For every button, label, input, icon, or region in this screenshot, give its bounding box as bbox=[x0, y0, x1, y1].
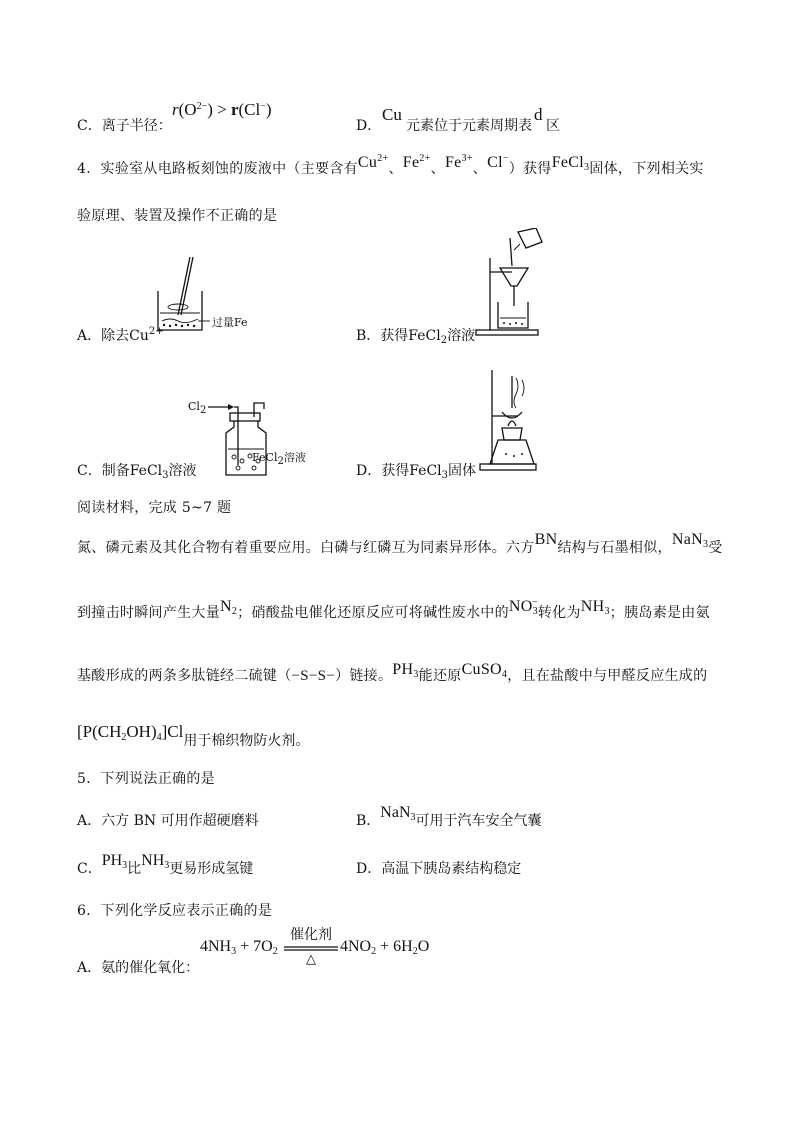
figure-c-bottle bbox=[200, 395, 280, 480]
formula-no3: $NO_3^-$ bbox=[508, 597, 538, 617]
option-d-text1: 元素位于元素周期表 bbox=[406, 118, 532, 134]
reading-line2 bbox=[77, 597, 710, 623]
option-tail: 溶液 bbox=[168, 463, 197, 479]
equation-condition-bottom: △ bbox=[306, 952, 316, 967]
reading-text: ；胰岛素是由氨 bbox=[609, 605, 710, 621]
option-text: 高温下胰岛素结构稳定 bbox=[381, 861, 522, 877]
option-text: 制备FeCl bbox=[101, 463, 163, 479]
reading-text: 氮、磷元素及其化合物有着重要应用。白磷与红磷互为同素异形体。六方 bbox=[77, 540, 535, 556]
option-sub: 3 bbox=[162, 470, 169, 481]
option-letter: D． bbox=[356, 463, 382, 479]
option-text: 获得FeCl bbox=[381, 463, 442, 479]
option-tail: 溶液 bbox=[447, 328, 476, 344]
option-text: 氨的催化氧化： bbox=[101, 960, 200, 976]
reading-text: ；硝酸盐电催化还原反应可将碱性废水中的 bbox=[237, 605, 509, 621]
formula-ss: −S−S− bbox=[291, 668, 336, 684]
option-letter: A． bbox=[77, 960, 102, 976]
option-text: 六方 BN 可用作超硬磨料 bbox=[101, 813, 259, 829]
separator: 、 bbox=[388, 161, 403, 177]
formula-nan3: NaN$_3$ bbox=[671, 531, 709, 550]
q4-stem-line1 bbox=[77, 153, 704, 179]
option-d-q3 bbox=[356, 115, 381, 135]
formula-p-ch2oh4-cl: $[P(CH_2OH)_4]Cl$ bbox=[77, 722, 184, 743]
formula-cu: Cu bbox=[382, 105, 402, 124]
option-text: 获得FeCl bbox=[380, 328, 441, 344]
q4-option-b bbox=[356, 325, 475, 346]
formula-fecl3: FeCl$_3$ bbox=[551, 154, 590, 173]
option-text: 比 bbox=[127, 861, 142, 877]
ion-cl: Cl− bbox=[487, 153, 509, 171]
equation-left: $4NH_3 + 7O_2$ bbox=[200, 938, 278, 957]
option-letter: D． bbox=[356, 118, 382, 134]
formula-cuso4: CuSO$_4$ bbox=[461, 661, 508, 680]
separator: 、 bbox=[430, 161, 445, 177]
option-tail: 固体 bbox=[448, 463, 477, 479]
formula-nh3: $NH_3$ bbox=[141, 852, 170, 871]
q6-number: 6． bbox=[77, 903, 101, 919]
reading-text: 能还原 bbox=[418, 668, 462, 684]
option-letter: C． bbox=[77, 463, 102, 479]
reading-text: 结构与石墨相似， bbox=[557, 540, 672, 556]
option-sub: 3 bbox=[441, 470, 449, 481]
figure-c-label-right bbox=[252, 449, 306, 467]
label-cl-sub: 2 bbox=[199, 405, 207, 416]
q5-option-c bbox=[77, 852, 254, 879]
reading-title: 阅读材料，完成 5~7 题 bbox=[77, 500, 232, 516]
option-sup: 2+ bbox=[148, 326, 164, 337]
option-text: 更易形成氢键 bbox=[169, 861, 254, 877]
formula-n2: $N_2$ bbox=[220, 598, 238, 617]
q5-number: 5． bbox=[77, 771, 101, 787]
reading-text: 用于棉织物防火剂。 bbox=[183, 733, 310, 749]
reading-text: 转化为 bbox=[537, 605, 581, 621]
q4-option-a bbox=[77, 325, 164, 345]
q4-number: 4． bbox=[77, 161, 101, 177]
q4-stem-line2: 验原理、装置及操作不正确的是 bbox=[77, 208, 278, 224]
option-letter: A． bbox=[77, 813, 102, 829]
q4-stem3: 固体，下列相关实 bbox=[589, 161, 704, 177]
q5-option-a bbox=[77, 810, 259, 830]
q4-option-c bbox=[77, 460, 197, 481]
formula-ionic-radius: $r(O^{2-}) > r(Cl^-)$ bbox=[172, 100, 272, 119]
reading-text: 基酸形成的两条多肽链经二硫键（ bbox=[77, 668, 292, 684]
formula-d-block: d bbox=[534, 105, 543, 124]
formula-bn: BN bbox=[534, 531, 558, 548]
formula-ph3: $PH_3$ bbox=[101, 852, 128, 871]
q4-stem2: ）获得 bbox=[508, 161, 552, 177]
q6-stem-text: 下列化学反应表示正确的是 bbox=[100, 903, 273, 919]
reading-text: ）链接。 bbox=[335, 668, 393, 684]
reading-line4 bbox=[77, 722, 310, 749]
q5-option-d bbox=[356, 858, 521, 878]
reading-line3 bbox=[77, 661, 708, 686]
option-text: 可用于汽车安全气囊 bbox=[415, 813, 542, 829]
option-text: 除去Cu bbox=[101, 328, 149, 344]
option-c-q3 bbox=[77, 115, 172, 135]
reading-text: 到撞击时瞬间产生大量 bbox=[77, 605, 220, 621]
q5-option-b bbox=[356, 804, 542, 831]
figure-a-label: 过量Fe bbox=[212, 316, 248, 329]
q5-stem-text: 下列说法正确的是 bbox=[100, 771, 215, 787]
separator: 、 bbox=[472, 161, 488, 177]
option-letter: C． bbox=[77, 118, 102, 134]
option-letter: C． bbox=[77, 861, 102, 877]
label-fecl-tail: 溶液 bbox=[283, 451, 306, 464]
formula-nh3: $NH_3$ bbox=[580, 598, 610, 617]
label-fecl-sub: 2 bbox=[277, 456, 284, 467]
q4-stem1: 实验室从电路板刻蚀的废液中（主要含有 bbox=[100, 161, 358, 177]
option-letter: D． bbox=[356, 861, 382, 877]
option-d-text2: 区 bbox=[546, 118, 560, 134]
reading-text: ，且在盐酸中与甲醛反应生成的 bbox=[507, 668, 708, 684]
option-letter: B． bbox=[356, 813, 381, 829]
label-cl: Cl bbox=[188, 400, 200, 413]
option-letter: B． bbox=[356, 328, 381, 344]
figure-b-filtration bbox=[470, 228, 550, 340]
ion-fe3: $Fe^{3+}$ bbox=[444, 153, 473, 171]
formula-ph3: $PH_3$ bbox=[392, 661, 419, 680]
q6-option-a bbox=[77, 957, 199, 977]
ion-fe2: $Fe^{2+}$ bbox=[402, 153, 431, 171]
reading-line1 bbox=[77, 531, 723, 558]
equation-right: $4NO_2 + 6H_2O$ bbox=[340, 938, 430, 957]
q6-stem bbox=[77, 900, 272, 920]
equation-condition-top: 催化剂 bbox=[290, 927, 332, 943]
q4-option-d bbox=[356, 460, 476, 481]
option-letter: A． bbox=[77, 328, 102, 344]
reading-text: 受 bbox=[708, 540, 723, 556]
figure-d-evaporation bbox=[476, 368, 546, 476]
label-fecl: FeCl bbox=[252, 451, 278, 464]
formula-nan3: NaN$_3$ bbox=[380, 804, 416, 823]
option-text: 离子半径： bbox=[101, 118, 172, 134]
option-sub: 2 bbox=[440, 335, 448, 346]
q5-stem bbox=[77, 768, 215, 788]
ion-cu: $Cu^{2+}$ bbox=[357, 153, 389, 171]
